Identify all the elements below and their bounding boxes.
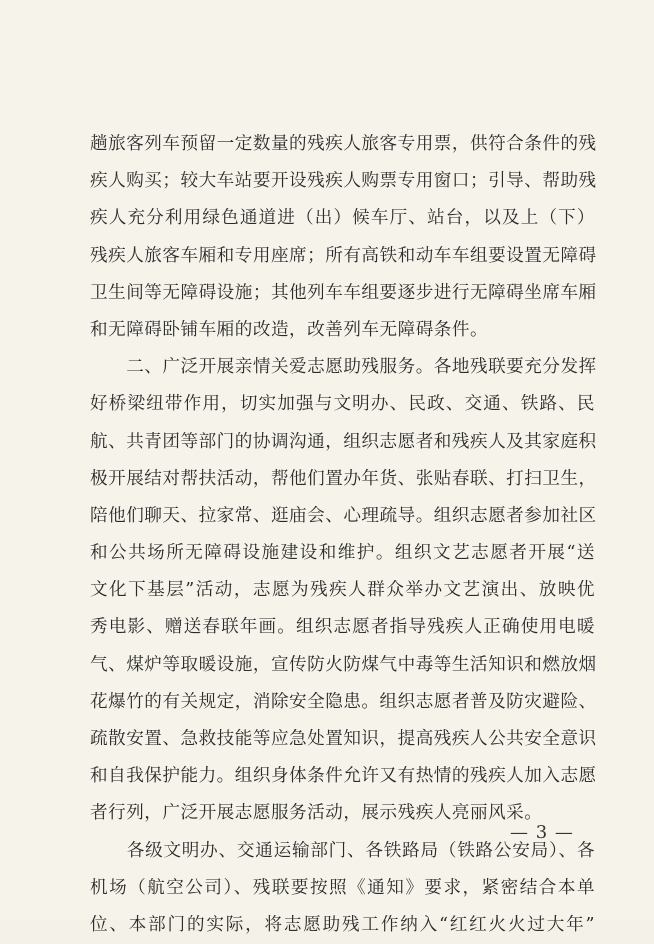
text-line: 陪他们聊天、拉家常、逛庙会、心理疏导。组织志愿者参加社区 <box>90 505 597 526</box>
text-line: 者行列，广泛开展志愿服务活动，展示残疾人亮丽风采。 <box>90 803 543 824</box>
page-number: — 3 — <box>510 822 574 843</box>
text-line: 和无障碍卧铺车厢的改造，改善列车无障碍条件。 <box>90 319 489 340</box>
text-line: 机场（航空公司）、残联要按照《通知》要求，紧密结合本单 <box>90 877 595 898</box>
text-line: 趟旅客列车预留一定数量的残疾人旅客专用票，供符合条件的残 <box>90 134 597 154</box>
text-line: 疾人充分利用绿色通道进（出）候车厅、站台，以及上（下） <box>90 208 595 229</box>
text-line: 气、煤炉等取暖设施，宣传防火防煤气中毒等生活知识和燃放烟 <box>90 654 597 675</box>
text-line: 秀电影、赠送春联年画。组织志愿者指导残疾人正确使用电暖 <box>90 617 595 638</box>
text-line: 文化下基层”活动，志愿为残疾人群众举办文艺演出、放映优 <box>90 580 595 601</box>
text-line: 疏散安置、急救技能等应急处置知识，提高残疾人公共安全意识 <box>90 729 597 749</box>
text-line: 位、本部门的实际，将志愿助残工作纳入“红红火火过大年” <box>90 914 595 935</box>
text-line: 和公共场所无障碍设施建设和维护。组织文艺志愿者开展“送 <box>90 543 595 564</box>
text-line: 好桥梁纽带作用，切实加强与文明办、民政、交通、铁路、民 <box>90 394 595 415</box>
paragraph-start-line: 二、广泛开展亲情关爱志愿助残服务。各地残联要充分发挥 <box>90 357 597 378</box>
text-line: 极开展结对帮扶活动，帮他们置办年货、张贴春联、打扫卫生， <box>90 468 597 489</box>
text-line: 航、共青团等部门的协调沟通，组织志愿者和残疾人及其家庭积 <box>90 431 597 452</box>
text-line: 残疾人旅客车厢和专用座席；所有高铁和动车车组要设置无障碍 <box>90 245 597 266</box>
text-line: 和自我保护能力。组织身体条件允许又有热情的残疾人加入志愿 <box>90 766 597 787</box>
text-line: 疾人购买；较大车站要开设残疾人购票专用窗口；引导、帮助残 <box>90 171 597 192</box>
text-line: 花爆竹的有关规定，消除安全隐患。组织志愿者普及防灾避险、 <box>90 691 597 712</box>
text-line: 卫生间等无障碍设施；其他列车车组要逐步进行无障碍坐席车厢 <box>90 282 597 303</box>
paragraph-start-line: 各级文明办、交通运输部门、各铁路局（铁路公安局）、各 <box>90 840 595 861</box>
